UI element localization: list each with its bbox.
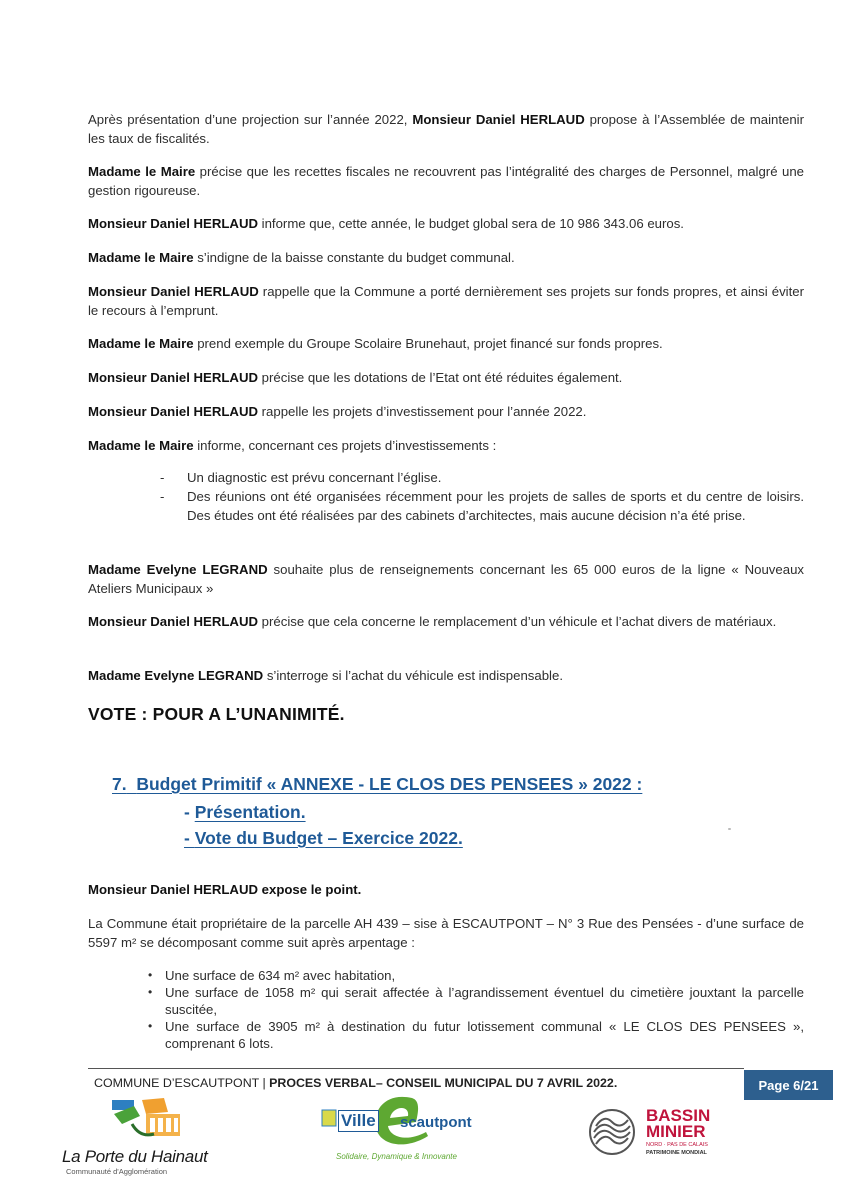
- paragraph-global-budget: [88, 214, 804, 233]
- list-item: [160, 487, 804, 525]
- paragraph-ateliers-question: [88, 560, 804, 598]
- bassin-heritage: PATRIMOINE MONDIAL: [646, 1150, 707, 1156]
- paragraph-text: prend exemple du Groupe Scolaire Brunehaut, projet financé sur fonds propres.: [193, 336, 663, 351]
- section-subtitle-presentation: - Présentation.: [184, 802, 306, 822]
- section-title: [112, 774, 642, 795]
- paragraph-text: s’indigne de la baisse constante du budget communal.: [193, 250, 515, 265]
- list-item: [160, 468, 804, 487]
- paragraph-text: informe, concernant ces projets d’investissements :: [193, 438, 497, 453]
- speaker-name: Madame le Maire: [88, 250, 194, 265]
- paragraph-text: s’interroge si l’achat du véhicule est indispensable.: [263, 668, 563, 683]
- list-item: [146, 1018, 804, 1052]
- speaker-name: Monsieur Daniel HERLAUD: [412, 112, 585, 127]
- subtitle-text: Vote du Budget – Exercice 2022.: [194, 828, 463, 848]
- paragraph-tax-rates: [88, 110, 804, 148]
- footer-title: [94, 1076, 617, 1090]
- ville-word: Ville: [338, 1110, 379, 1132]
- paragraph-fiscal-revenue: [88, 162, 804, 200]
- paragraph-budget-decline: [88, 248, 804, 267]
- bassin-fingerprint-icon: [586, 1106, 638, 1158]
- paragraph-investment-projects: [88, 402, 804, 421]
- list-item: [146, 967, 804, 984]
- escautpont-word: scautpont: [400, 1114, 472, 1131]
- list-item-text: Une surface de 634 m² avec habitation,: [165, 968, 396, 983]
- speaker-name: Monsieur Daniel HERLAUD: [88, 614, 258, 629]
- paragraph-vehicle-question: [88, 666, 804, 685]
- ville-escautpont-logo: [316, 1092, 476, 1172]
- porte-logo-subtitle: Communauté d'Agglomération: [66, 1167, 168, 1176]
- paragraph-text: rappelle que la Commune a porté dernièrement ses projets sur fonds propres, et ainsi éviter le recours à l’emprunt.: [88, 284, 804, 318]
- footer-commune: COMMUNE D’ESCAUTPONT: [94, 1076, 259, 1090]
- list-item-text: Une surface de 1058 m² qui serait affectée à l’agrandissement éventuel du cimetière jouxtant la parcelle suscitée,: [165, 985, 804, 1017]
- scan-speck: [728, 828, 731, 830]
- paragraph-text: souhaite plus de renseignements concernant les 65 000 euros de la ligne « Nouveaux Ateliers Municipaux »: [88, 562, 805, 596]
- dash-marker: -: [160, 489, 165, 504]
- porte-du-hainaut-logo: [62, 1094, 232, 1176]
- bullet-marker: •: [148, 968, 153, 982]
- speaker-name: Monsieur Daniel HERLAUD: [88, 370, 258, 385]
- porte-du-hainaut-emblem: [62, 1094, 232, 1144]
- paragraph-vehicle-replacement: [88, 612, 804, 631]
- speaker-name: Monsieur Daniel HERLAUD: [88, 284, 259, 299]
- paragraph-state-grants: [88, 368, 804, 387]
- paragraph-text: précise que les dotations de l’Etat ont été réduites également.: [258, 370, 623, 385]
- porte-logo-name: La Porte du Hainaut: [62, 1147, 208, 1166]
- subtitle-text: Présentation.: [194, 802, 306, 822]
- paragraph-text: précise que cela concerne le remplacement d’un véhicule et l’achat divers de matériaux.: [258, 614, 777, 629]
- speaker-name: Madame le Maire: [88, 164, 196, 179]
- list-item-text: Des réunions ont été organisées récemment pour les projets de salles de sports et du centre de loisirs. Des études ont été réalisées par des cabinets d’architectes, mais aucune décision n’a été prise.: [187, 489, 804, 523]
- ville-tagline: Solidaire, Dynamique & Innovante: [336, 1152, 457, 1161]
- bassin-word: BASSIN: [646, 1106, 711, 1125]
- surface-list: [146, 967, 804, 1052]
- footer-divider: [88, 1068, 744, 1069]
- paragraph-expose: Monsieur Daniel HERLAUD expose le point.: [88, 882, 362, 897]
- list-item-text: Une surface de 3905 m² à destination du futur lotissement communal « LE CLOS DES PENSEES », comprenant 6 lots.: [165, 1019, 804, 1051]
- paragraph-text: propose à l’Assemblée de maintenir les taux de fiscalités.: [88, 112, 804, 146]
- paragraph-school-example: [88, 334, 804, 353]
- paragraph-parcel: La Commune était propriétaire de la parcelle AH 439 – sise à ESCAUTPONT – N° 3 Rue des Pensées - d’une surface de 5597 m² se décomposant comme suit après arpentage :: [88, 916, 804, 950]
- section-title-text: Budget Primitif « ANNEXE - LE CLOS DES PENSEES » 2022 :: [136, 774, 643, 794]
- paragraph-text: Après présentation d’une projection sur l’année 2022,: [88, 112, 413, 127]
- list-item: [146, 984, 804, 1018]
- speaker-name: Monsieur Daniel HERLAUD: [88, 404, 258, 419]
- dash-marker: -: [160, 470, 165, 485]
- section-number: 7.: [112, 774, 127, 794]
- list-item-text: Un diagnostic est prévu concernant l’église.: [187, 470, 442, 485]
- speaker-name: Madame Evelyne LEGRAND: [88, 562, 268, 577]
- bullet-marker: •: [148, 1019, 153, 1033]
- investment-list: [160, 468, 804, 525]
- speaker-name: Madame le Maire: [88, 336, 194, 351]
- paragraph-text: rappelle les projets d’investissement pour l’année 2022.: [258, 404, 587, 419]
- paragraph-text: précise que les recettes fiscales ne recouvrent pas l’intégralité des charges de Personnel, malgré une gestion rigoureuse.: [88, 164, 804, 198]
- footer-separator: |: [259, 1076, 270, 1090]
- paragraph-own-funds: [88, 282, 804, 320]
- page-number-badge: Page 6/21: [744, 1070, 833, 1100]
- minier-word: MINIER: [646, 1122, 706, 1141]
- speaker-name: Madame Evelyne LEGRAND: [88, 668, 264, 683]
- bassin-minier-logo: [586, 1106, 726, 1162]
- vote-result: VOTE : POUR A L’UNANIMITÉ.: [88, 704, 345, 724]
- bassin-region: NORD · PAS DE CALAIS: [646, 1142, 708, 1148]
- footer-document: PROCES VERBAL– CONSEIL MUNICIPAL DU 7 AVRIL 2022.: [269, 1076, 618, 1090]
- bullet-marker: •: [148, 985, 153, 999]
- section-subtitle-vote: - Vote du Budget – Exercice 2022.: [184, 828, 463, 848]
- speaker-name: Madame le Maire: [88, 438, 194, 453]
- paragraph-mayor-informs: [88, 436, 804, 455]
- paragraph-text: informe que, cette année, le budget global sera de 10 986 343.06 euros.: [258, 216, 684, 231]
- speaker-name: Monsieur Daniel HERLAUD: [88, 216, 258, 231]
